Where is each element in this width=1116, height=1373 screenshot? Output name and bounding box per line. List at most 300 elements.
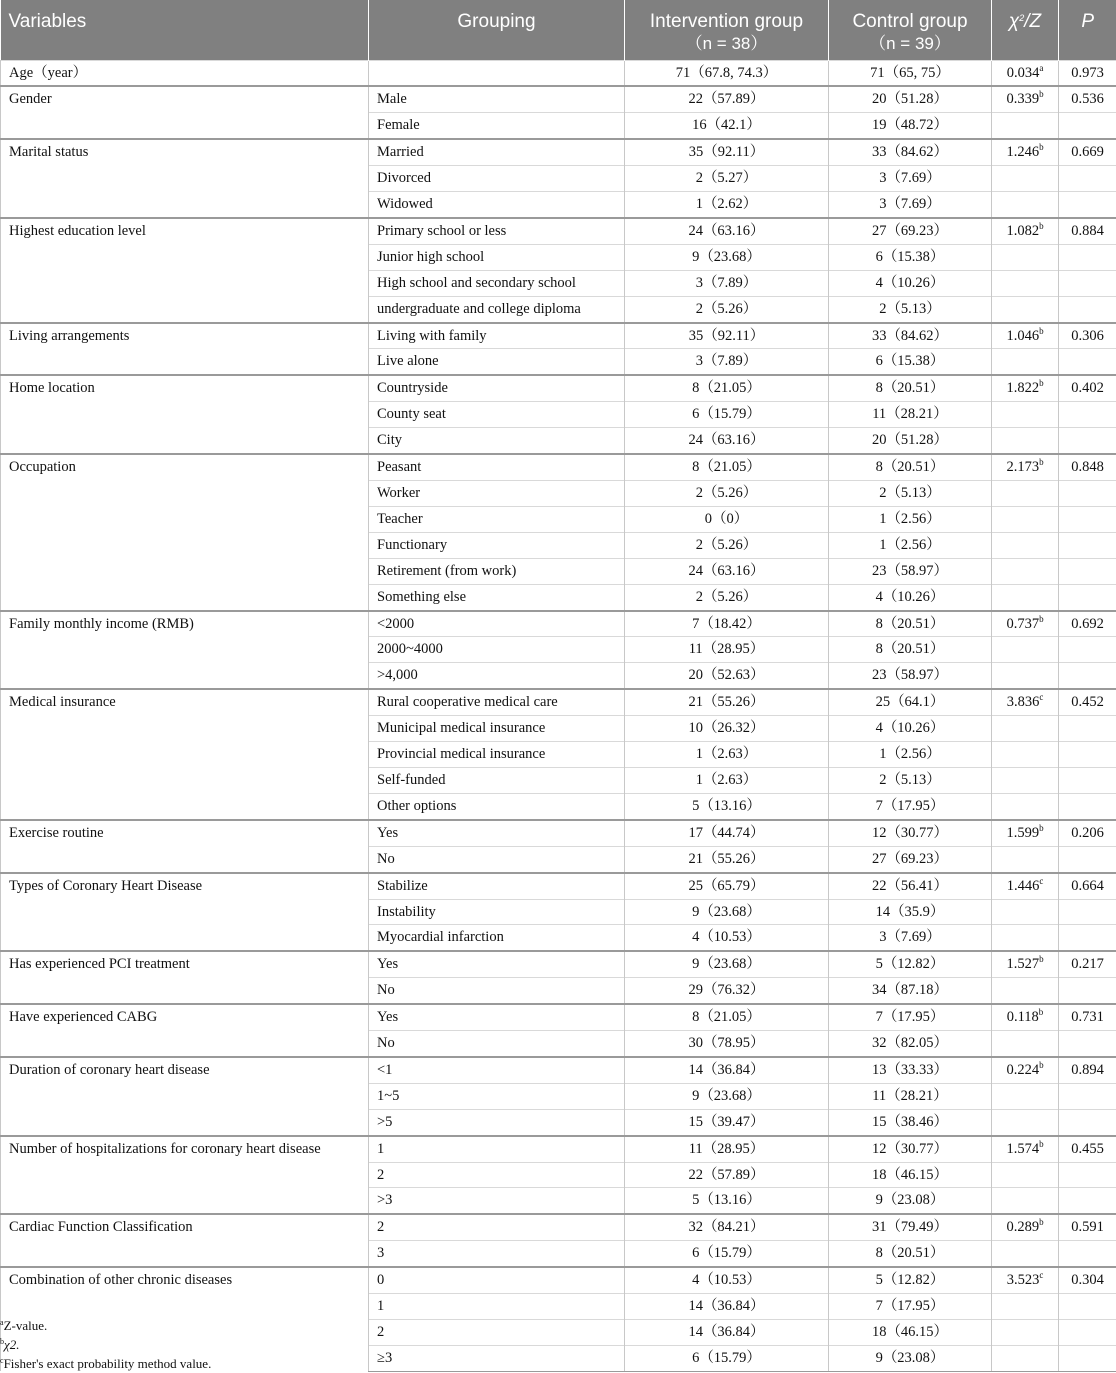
cell-p-value: 0.894 bbox=[1059, 1057, 1116, 1083]
stat-footnote-mark: a bbox=[1039, 62, 1044, 73]
cell-grouping: No bbox=[369, 1031, 625, 1057]
stat-footnote-mark: b bbox=[1039, 220, 1044, 231]
header-control-label: Control group bbox=[852, 11, 968, 32]
stat-footnote-mark: b bbox=[1039, 1059, 1044, 1070]
cell-intervention: 9（23.68） bbox=[625, 899, 829, 925]
cell-control: 8（20.51） bbox=[829, 1241, 992, 1267]
stat-value: 1.527 bbox=[1006, 956, 1040, 973]
cell-intervention: 5（13.16） bbox=[625, 1188, 829, 1214]
cell-grouping: ≥3 bbox=[369, 1345, 625, 1371]
cell-control: 34（87.18） bbox=[829, 978, 992, 1004]
cell-grouping: Living with family bbox=[369, 323, 625, 349]
cell-p-value: 0.217 bbox=[1059, 951, 1116, 977]
cell-intervention: 8（21.05） bbox=[625, 454, 829, 480]
cell-grouping: <1 bbox=[369, 1057, 625, 1083]
cell-variable: Highest education level bbox=[1, 218, 369, 323]
cell-control: 27（69.23） bbox=[829, 846, 992, 872]
cell-intervention: 8（21.05） bbox=[625, 375, 829, 401]
header-intervention-label: Intervention group bbox=[649, 11, 804, 32]
stat-value: 1.082 bbox=[1006, 222, 1040, 239]
cell-grouping: Yes bbox=[369, 1004, 625, 1030]
cell-grouping: High school and secondary school bbox=[369, 270, 625, 296]
stat-footnote-mark: b bbox=[1039, 325, 1044, 336]
header-variables: Variables bbox=[1, 0, 369, 60]
cell-stat bbox=[992, 270, 1059, 296]
cell-stat bbox=[992, 1241, 1059, 1267]
table-body bbox=[1, 60, 1116, 1371]
cell-grouping: Teacher bbox=[369, 506, 625, 532]
cell-intervention: 4（10.53） bbox=[625, 1267, 829, 1293]
cell-control: 15（38.46） bbox=[829, 1109, 992, 1135]
cell-intervention: 1（2.63） bbox=[625, 767, 829, 793]
cell-p-value bbox=[1059, 1083, 1116, 1109]
cell-grouping: >5 bbox=[369, 1109, 625, 1135]
cell-control: 13（33.33） bbox=[829, 1057, 992, 1083]
cell-control: 1（2.56） bbox=[829, 742, 992, 768]
cell-grouping: Live alone bbox=[369, 349, 625, 375]
cell-stat bbox=[992, 1136, 1059, 1162]
cell-grouping: undergraduate and college diploma bbox=[369, 296, 625, 322]
cell-intervention: 1（2.62） bbox=[625, 192, 829, 218]
cell-stat bbox=[992, 584, 1059, 610]
cell-intervention: 21（55.26） bbox=[625, 846, 829, 872]
header-intervention-n: （n = 38） bbox=[685, 34, 768, 53]
footnote bbox=[0, 1316, 211, 1335]
table-row bbox=[1, 689, 1116, 715]
cell-variable: Combination of other chronic diseases bbox=[1, 1267, 369, 1371]
stat-footnote-mark: c bbox=[1039, 1270, 1044, 1281]
cell-stat bbox=[992, 793, 1059, 819]
table-row bbox=[1, 1004, 1116, 1030]
cell-variable: Home location bbox=[1, 375, 369, 454]
cell-control: 9（23.08） bbox=[829, 1188, 992, 1214]
cell-p-value bbox=[1059, 899, 1116, 925]
footnote-mark: a bbox=[0, 1318, 4, 1327]
cell-intervention: 24（63.16） bbox=[625, 558, 829, 584]
cell-intervention: 2（5.26） bbox=[625, 532, 829, 558]
stat-value: 0.339 bbox=[1006, 91, 1040, 108]
stat-footnote-mark: b bbox=[1039, 378, 1044, 389]
table-row bbox=[1, 873, 1116, 899]
cell-control: 31（79.49） bbox=[829, 1214, 992, 1240]
cell-variable: Occupation bbox=[1, 454, 369, 610]
stat-value: 0.034 bbox=[1006, 64, 1040, 81]
cell-p-value bbox=[1059, 1345, 1116, 1371]
cell-grouping: Instability bbox=[369, 899, 625, 925]
cell-intervention: 3（7.89） bbox=[625, 270, 829, 296]
cell-control: 8（20.51） bbox=[829, 454, 992, 480]
cell-intervention: 14（36.84） bbox=[625, 1057, 829, 1083]
cell-stat bbox=[992, 716, 1059, 742]
stat-value: 1.822 bbox=[1006, 380, 1040, 397]
stat-value: 1.046 bbox=[1006, 327, 1040, 344]
cell-grouping: Municipal medical insurance bbox=[369, 716, 625, 742]
table-row bbox=[1, 139, 1116, 165]
cell-grouping: Junior high school bbox=[369, 244, 625, 270]
cell-control: 11（28.21） bbox=[829, 1083, 992, 1109]
header-p-label: P bbox=[1081, 11, 1095, 32]
cell-grouping: No bbox=[369, 978, 625, 1004]
cell-intervention: 71（67.8, 74.3） bbox=[625, 60, 829, 86]
cell-grouping: Peasant bbox=[369, 454, 625, 480]
cell-intervention: 20（52.63） bbox=[625, 663, 829, 689]
cell-control: 3（7.69） bbox=[829, 925, 992, 951]
cell-intervention: 6（15.79） bbox=[625, 1241, 829, 1267]
cell-control: 18（46.15） bbox=[829, 1320, 992, 1346]
cell-intervention: 22（57.89） bbox=[625, 86, 829, 112]
cell-stat bbox=[992, 481, 1059, 507]
cell-intervention: 6（15.79） bbox=[625, 402, 829, 428]
table-row bbox=[1, 375, 1116, 401]
cell-stat bbox=[992, 925, 1059, 951]
cell-control: 23（58.97） bbox=[829, 558, 992, 584]
cell-intervention: 9（23.68） bbox=[625, 1083, 829, 1109]
cell-grouping: Yes bbox=[369, 820, 625, 846]
cell-grouping: Divorced bbox=[369, 166, 625, 192]
cell-grouping: Primary school or less bbox=[369, 218, 625, 244]
cell-intervention: 14（36.84） bbox=[625, 1294, 829, 1320]
cell-intervention: 8（21.05） bbox=[625, 1004, 829, 1030]
stat-value: 1.599 bbox=[1006, 824, 1040, 841]
cell-variable: Marital status bbox=[1, 139, 369, 218]
cell-stat bbox=[992, 349, 1059, 375]
cell-p-value bbox=[1059, 742, 1116, 768]
cell-grouping: 1~5 bbox=[369, 1083, 625, 1109]
cell-grouping: Other options bbox=[369, 793, 625, 819]
footnote-text: Z-value. bbox=[3, 1318, 48, 1333]
cell-p-value: 0.304 bbox=[1059, 1267, 1116, 1293]
cell-intervention: 1（2.63） bbox=[625, 742, 829, 768]
cell-intervention: 5（13.16） bbox=[625, 793, 829, 819]
cell-control: 2（5.13） bbox=[829, 296, 992, 322]
cell-control: 20（51.28） bbox=[829, 428, 992, 454]
stat-value: 3.523 bbox=[1006, 1272, 1040, 1289]
cell-control: 4（10.26） bbox=[829, 716, 992, 742]
stat-footnote-mark: b bbox=[1039, 613, 1044, 624]
stat-footnote-mark: b bbox=[1039, 89, 1044, 100]
cell-p-value bbox=[1059, 978, 1116, 1004]
stat-footnote-mark: b bbox=[1039, 457, 1044, 468]
cell-variable: Living arrangements bbox=[1, 323, 369, 376]
cell-p-value bbox=[1059, 506, 1116, 532]
cell-stat bbox=[992, 873, 1059, 899]
cell-grouping: <2000 bbox=[369, 611, 625, 637]
cell-stat bbox=[992, 1083, 1059, 1109]
cell-control: 5（12.82） bbox=[829, 951, 992, 977]
cell-stat bbox=[992, 166, 1059, 192]
cell-control: 2（5.13） bbox=[829, 767, 992, 793]
cell-control: 8（20.51） bbox=[829, 637, 992, 663]
cell-intervention: 25（65.79） bbox=[625, 873, 829, 899]
cell-stat bbox=[992, 637, 1059, 663]
cell-variable: Medical insurance bbox=[1, 689, 369, 820]
cell-intervention: 17（44.74） bbox=[625, 820, 829, 846]
cell-intervention: 7（18.42） bbox=[625, 611, 829, 637]
cell-control: 3（7.69） bbox=[829, 192, 992, 218]
table-row bbox=[1, 60, 1116, 86]
cell-stat bbox=[992, 506, 1059, 532]
cell-stat bbox=[992, 846, 1059, 872]
cell-p-value: 0.669 bbox=[1059, 139, 1116, 165]
cell-control: 23（58.97） bbox=[829, 663, 992, 689]
cell-stat bbox=[992, 532, 1059, 558]
cell-p-value bbox=[1059, 584, 1116, 610]
cell-grouping: Something else bbox=[369, 584, 625, 610]
cell-stat bbox=[992, 1031, 1059, 1057]
cell-stat bbox=[992, 689, 1059, 715]
cell-control: 71（65, 75） bbox=[829, 60, 992, 86]
cell-p-value bbox=[1059, 1241, 1116, 1267]
cell-p-value bbox=[1059, 1109, 1116, 1135]
cell-p-value bbox=[1059, 349, 1116, 375]
table-row bbox=[1, 611, 1116, 637]
cell-control: 14（35.9） bbox=[829, 899, 992, 925]
cell-control: 8（20.51） bbox=[829, 611, 992, 637]
cell-p-value: 0.536 bbox=[1059, 86, 1116, 112]
cell-grouping: No bbox=[369, 846, 625, 872]
cell-grouping: Functionary bbox=[369, 532, 625, 558]
cell-control: 6（15.38） bbox=[829, 244, 992, 270]
table-row bbox=[1, 1136, 1116, 1162]
cell-grouping: Self-funded bbox=[369, 767, 625, 793]
cell-stat bbox=[992, 1320, 1059, 1346]
cell-grouping: Female bbox=[369, 113, 625, 139]
cell-grouping: Male bbox=[369, 86, 625, 112]
cell-p-value: 0.692 bbox=[1059, 611, 1116, 637]
header-control bbox=[829, 0, 992, 60]
header-p bbox=[1059, 0, 1116, 60]
cell-intervention: 9（23.68） bbox=[625, 951, 829, 977]
cell-stat bbox=[992, 767, 1059, 793]
cell-control: 7（17.95） bbox=[829, 1004, 992, 1030]
header-stat-rest: /Z bbox=[1024, 11, 1042, 32]
cell-intervention: 35（92.11） bbox=[625, 323, 829, 349]
cell-variable: Has experienced PCI treatment bbox=[1, 951, 369, 1004]
cell-stat bbox=[992, 86, 1059, 112]
stat-footnote-mark: b bbox=[1039, 1138, 1044, 1149]
cell-control: 4（10.26） bbox=[829, 270, 992, 296]
table-row bbox=[1, 86, 1116, 112]
cell-control: 8（20.51） bbox=[829, 375, 992, 401]
footnote-mark: b bbox=[0, 1337, 4, 1346]
table-header bbox=[1, 0, 1116, 60]
cell-control: 2（5.13） bbox=[829, 481, 992, 507]
cell-intervention: 15（39.47） bbox=[625, 1109, 829, 1135]
cell-p-value bbox=[1059, 1294, 1116, 1320]
cell-intervention: 2（5.26） bbox=[625, 481, 829, 507]
cell-p-value bbox=[1059, 663, 1116, 689]
cell-p-value: 0.591 bbox=[1059, 1214, 1116, 1240]
cell-p-value bbox=[1059, 402, 1116, 428]
cell-intervention: 11（28.95） bbox=[625, 1136, 829, 1162]
cell-grouping: Stabilize bbox=[369, 873, 625, 899]
cell-stat bbox=[992, 113, 1059, 139]
cell-p-value bbox=[1059, 166, 1116, 192]
cell-grouping: Married bbox=[369, 139, 625, 165]
cell-intervention: 10（26.32） bbox=[625, 716, 829, 742]
cell-intervention: 24（63.16） bbox=[625, 428, 829, 454]
cell-stat bbox=[992, 1004, 1059, 1030]
cell-intervention: 11（28.95） bbox=[625, 637, 829, 663]
cell-control: 9（23.08） bbox=[829, 1345, 992, 1371]
cell-grouping: City bbox=[369, 428, 625, 454]
table-row bbox=[1, 1267, 1116, 1293]
cell-control: 7（17.95） bbox=[829, 793, 992, 819]
cell-stat bbox=[992, 244, 1059, 270]
table-row bbox=[1, 1057, 1116, 1083]
stat-value: 3.836 bbox=[1006, 694, 1040, 711]
cell-variable: Cardiac Function Classification bbox=[1, 1214, 369, 1267]
cell-intervention: 30（78.95） bbox=[625, 1031, 829, 1057]
cell-control: 27（69.23） bbox=[829, 218, 992, 244]
cell-intervention: 35（92.11） bbox=[625, 139, 829, 165]
cell-intervention: 24（63.16） bbox=[625, 218, 829, 244]
cell-p-value: 0.848 bbox=[1059, 454, 1116, 480]
cell-variable: Have experienced CABG bbox=[1, 1004, 369, 1057]
stat-value: 0.289 bbox=[1006, 1219, 1040, 1236]
header-intervention bbox=[625, 0, 829, 60]
stat-footnote-mark: c bbox=[1039, 875, 1044, 886]
footnote bbox=[0, 1335, 211, 1354]
cell-control: 32（82.05） bbox=[829, 1031, 992, 1057]
cell-control: 20（51.28） bbox=[829, 86, 992, 112]
cell-control: 3（7.69） bbox=[829, 166, 992, 192]
cell-p-value bbox=[1059, 716, 1116, 742]
cell-stat bbox=[992, 1345, 1059, 1371]
cell-stat bbox=[992, 139, 1059, 165]
stat-footnote-mark: b bbox=[1038, 1007, 1044, 1018]
cell-p-value: 0.664 bbox=[1059, 873, 1116, 899]
cell-p-value: 0.884 bbox=[1059, 218, 1116, 244]
header-stat-sup: 2 bbox=[1019, 13, 1025, 23]
cell-p-value bbox=[1059, 296, 1116, 322]
cell-control: 25（64.1） bbox=[829, 689, 992, 715]
cell-intervention: 14（36.84） bbox=[625, 1320, 829, 1346]
stat-value: 1.246 bbox=[1006, 144, 1040, 161]
cell-p-value bbox=[1059, 428, 1116, 454]
cell-stat bbox=[992, 218, 1059, 244]
cell-stat bbox=[992, 951, 1059, 977]
footnote-text: χ2. bbox=[4, 1337, 20, 1352]
cell-p-value bbox=[1059, 244, 1116, 270]
cell-p-value: 0.306 bbox=[1059, 323, 1116, 349]
cell-stat bbox=[992, 428, 1059, 454]
cell-variable: Exercise routine bbox=[1, 820, 369, 873]
cell-p-value: 0.206 bbox=[1059, 820, 1116, 846]
cell-p-value bbox=[1059, 1188, 1116, 1214]
stat-value: 0.118 bbox=[1006, 1009, 1039, 1026]
cell-intervention: 3（7.89） bbox=[625, 349, 829, 375]
cell-grouping: 1 bbox=[369, 1294, 625, 1320]
cell-stat bbox=[992, 454, 1059, 480]
cell-grouping bbox=[369, 60, 625, 86]
cell-grouping: 0 bbox=[369, 1267, 625, 1293]
cell-stat bbox=[992, 899, 1059, 925]
cell-stat bbox=[992, 978, 1059, 1004]
header-stat bbox=[992, 0, 1059, 60]
cell-variable: Gender bbox=[1, 86, 369, 139]
cell-control: 12（30.77） bbox=[829, 820, 992, 846]
cell-intervention: 6（15.79） bbox=[625, 1345, 829, 1371]
cell-control: 18（46.15） bbox=[829, 1162, 992, 1188]
cell-p-value bbox=[1059, 113, 1116, 139]
table-row bbox=[1, 454, 1116, 480]
cell-stat bbox=[992, 296, 1059, 322]
cell-control: 7（17.95） bbox=[829, 1294, 992, 1320]
cell-stat bbox=[992, 1267, 1059, 1293]
cell-control: 6（15.38） bbox=[829, 349, 992, 375]
cell-stat bbox=[992, 1214, 1059, 1240]
cell-variable: Age（year） bbox=[1, 60, 369, 86]
cell-grouping: 2 bbox=[369, 1214, 625, 1240]
cell-grouping: Worker bbox=[369, 481, 625, 507]
cell-variable: Family monthly income (RMB) bbox=[1, 611, 369, 690]
cell-grouping: Rural cooperative medical care bbox=[369, 689, 625, 715]
cell-control: 5（12.82） bbox=[829, 1267, 992, 1293]
cell-variable: Number of hospitalizations for coronary heart disease bbox=[1, 1136, 369, 1215]
cell-p-value bbox=[1059, 1162, 1116, 1188]
stat-footnote-mark: c bbox=[1039, 692, 1044, 703]
cell-p-value bbox=[1059, 793, 1116, 819]
cell-grouping: >3 bbox=[369, 1188, 625, 1214]
cell-intervention: 4（10.53） bbox=[625, 925, 829, 951]
cell-grouping: 2000~4000 bbox=[369, 637, 625, 663]
cell-p-value bbox=[1059, 1320, 1116, 1346]
cell-grouping: >4,000 bbox=[369, 663, 625, 689]
stat-footnote-mark: b bbox=[1039, 142, 1044, 153]
cell-p-value bbox=[1059, 846, 1116, 872]
stat-value: 2.173 bbox=[1006, 459, 1040, 476]
cell-p-value bbox=[1059, 1031, 1116, 1057]
cell-p-value: 0.455 bbox=[1059, 1136, 1116, 1162]
cell-control: 4（10.26） bbox=[829, 584, 992, 610]
stat-footnote-mark: b bbox=[1039, 1217, 1044, 1228]
footnote-mark: c bbox=[0, 1356, 4, 1365]
cell-grouping: Myocardial infarction bbox=[369, 925, 625, 951]
cell-intervention: 9（23.68） bbox=[625, 244, 829, 270]
cell-p-value: 0.452 bbox=[1059, 689, 1116, 715]
footnote-text: Fisher's exact probability method value. bbox=[3, 1356, 212, 1371]
cell-variable: Duration of coronary heart disease bbox=[1, 1057, 369, 1136]
cell-intervention: 0（0） bbox=[625, 506, 829, 532]
cell-p-value bbox=[1059, 481, 1116, 507]
cell-p-value bbox=[1059, 925, 1116, 951]
cell-variable: Types of Coronary Heart Disease bbox=[1, 873, 369, 952]
cell-control: 22（56.41） bbox=[829, 873, 992, 899]
cell-intervention: 22（57.89） bbox=[625, 1162, 829, 1188]
cell-intervention: 29（76.32） bbox=[625, 978, 829, 1004]
cell-p-value bbox=[1059, 558, 1116, 584]
table-row bbox=[1, 820, 1116, 846]
cell-p-value bbox=[1059, 532, 1116, 558]
stat-footnote-mark: b bbox=[1039, 822, 1044, 833]
cell-stat bbox=[992, 663, 1059, 689]
cell-grouping: Countryside bbox=[369, 375, 625, 401]
cell-grouping: Widowed bbox=[369, 192, 625, 218]
cell-stat bbox=[992, 611, 1059, 637]
cell-stat bbox=[992, 1109, 1059, 1135]
cell-grouping: County seat bbox=[369, 402, 625, 428]
table-row bbox=[1, 323, 1116, 349]
stat-value: 0.737 bbox=[1006, 615, 1040, 632]
footnotes bbox=[0, 1316, 211, 1373]
cell-p-value bbox=[1059, 637, 1116, 663]
cell-stat bbox=[992, 192, 1059, 218]
header-grouping: Grouping bbox=[369, 0, 625, 60]
cell-grouping: Retirement (from work) bbox=[369, 558, 625, 584]
cell-control: 1（2.56） bbox=[829, 532, 992, 558]
cell-stat bbox=[992, 402, 1059, 428]
